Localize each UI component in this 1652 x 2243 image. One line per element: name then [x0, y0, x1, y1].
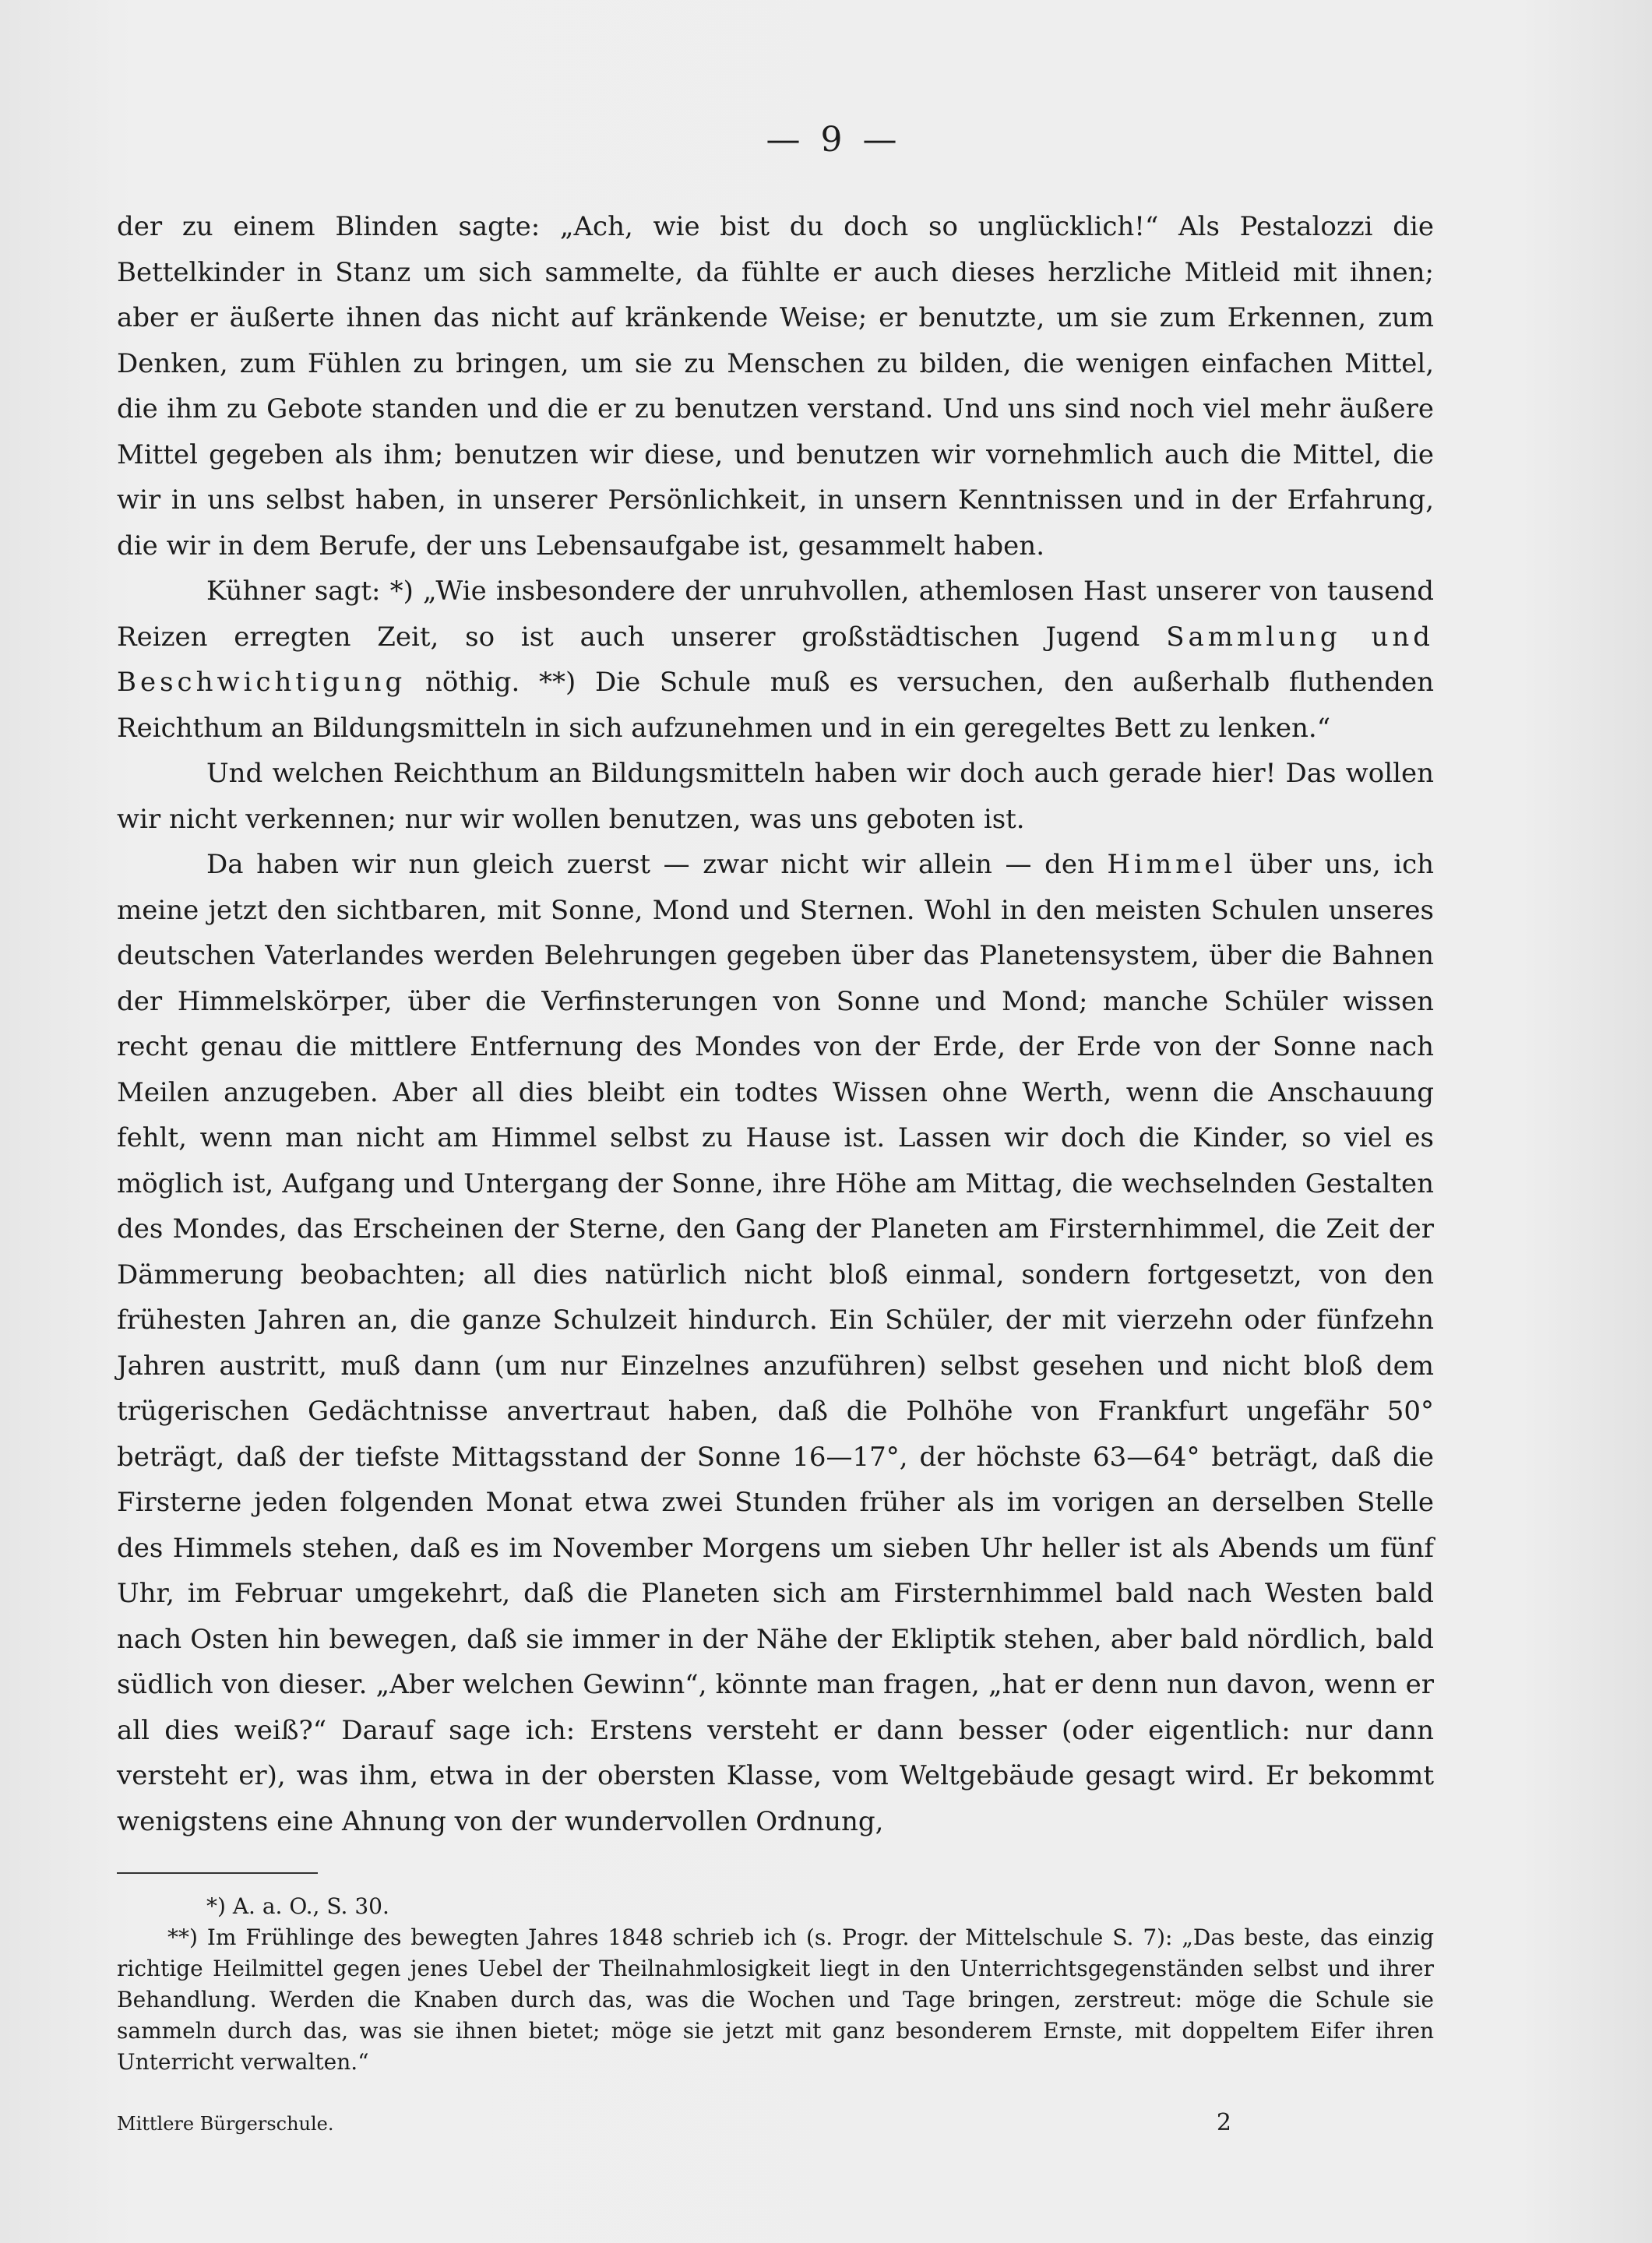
page-header: — 9 — [766, 120, 902, 160]
kuehner-text-before: Kühner sagt: *) „Wie insbesondere der unruhvollen, athemlosen Hast unserer von tausend Reizen erregten Zeit, so ist auch unserer großstädtischen Jugend [117, 576, 1434, 653]
footnote-1: *) A. a. O., S. 30. [206, 1893, 389, 1919]
sheet-number: 2 [1216, 2109, 1231, 2136]
paragraph-pestalozzi: der zu einem Blinden sagte: „Ach, wie bist du doch so unglücklich!“ Als Pestalozzi die Bettelkinder in Stanz um sich sammelte, da fühlte er auch dieses herzliche Mitleid mit ihnen; aber er äußerte ihnen das nicht auf kränkende Weise; er benutzte, um sie zum Erkennen, zum Denken, zum Fühlen zu bringen, um sie zu Menschen zu bilden, die wenigen einfachen Mittel, die ihm zu Gebote standen und die er zu benutzen verstand. Und uns sind noch viel mehr äußere Mittel gegeben als ihm; benutzen wir diese, und benutzen wir vornehmlich auch die Mittel, die wir in uns selbst haben, in unserer Persönlichkeit, in unsern Kenntnissen und in der Erfahrung, die wir in dem Berufe, der uns Lebensaufgabe ist, gesammelt haben. [117, 211, 1434, 562]
footnote-2: **) Im Frühlinge des bewegten Jahres 1848 schrieb ich (s. Progr. der Mittelschule S. 7): „Das beste, das einzig richtige Heilmittel gegen jenes Uebel der Theilnahmlosigkeit liegt in den Unterrichtsgegenständen selbst und ihrer Behandlung. Werden die Knaben durch das, was die Wochen und Tage bringen, zerstreut: möge die Schule sie sammeln durch das, was sie ihnen bietet; möge sie jetzt mit ganz besonderem Ernste, mit doppeltem Eifer ihren Unterricht verwalten.“ [117, 1924, 1434, 2075]
himmel-emphasis: Himmel [1107, 849, 1237, 880]
paragraph-reichthum: Und welchen Reichthum an Bildungsmitteln haben wir doch auch gerade hier! Das wollen wir nicht verkennen; nur wir wollen benutzen, was uns geboten ist. [117, 758, 1434, 835]
kuehner-text-after: nöthig. **) Die Schule muß es versuchen, den außerhalb fluthenden Reichthum an Bildungsmitteln in sich aufzunehmen und in ein geregeltes Bett zu lenken.“ [117, 667, 1434, 744]
paragraph-kuehner [117, 569, 1434, 751]
footnote-divider [117, 1872, 318, 1874]
paragraph-himmel [117, 842, 1434, 1844]
body-text [117, 204, 1434, 1844]
himmel-text-before: Da haben wir nun gleich zuerst — zwar nicht wir allein — den [206, 849, 1108, 880]
himmel-text-after: über uns, ich meine jetzt den sichtbaren, mit Sonne, Mond und Sternen. Wohl in den meisten Schulen unseres deutschen Vaterlandes werden Belehrungen gegeben über das Planetensystem, über die Bahnen der Himmelskörper, über die Verfinsterungen von Sonne und Mond; manche Schüler wissen recht genau die mittlere Entfernung des Mondes von der Erde, der Erde von der Sonne nach Meilen anzugeben. Aber all dies bleibt ein todtes Wissen ohne Werth, wenn die Anschauung fehlt, wenn man nicht am Himmel selbst zu Hause ist. Lassen wir doch die Kinder, so viel es möglich ist, Aufgang und Untergang der Sonne, ihre Höhe am Mittag, die wechselnden Gestalten des Mondes, das Erscheinen der Sterne, den Gang der Planeten am Firsternhimmel, die Zeit der Dämmerung beobachten; all dies natürlich nicht bloß einmal, sondern fortgesetzt, von den frühesten Jahren an, die ganze Schulzeit hindurch. Ein Schüler, der mit vierzehn oder fünfzehn Jahren austritt, muß dann (um nur Einzelnes anzuführen) selbst gesehen und nicht bloß dem trügerischen Gedächtnisse anvertraut haben, daß die Polhöhe von Frankfurt ungefähr 50° beträgt, daß der tiefste Mittagsstand der Sonne 16—17°, der höchste 63—64° beträgt, daß die Firsterne jeden folgenden Monat etwa zwei Stunden früher als im vorigen an derselben Stelle des Himmels stehen, daß es im November Morgens um sieben Uhr heller ist als Abends um fünf Uhr, im Februar umgekehrt, daß die Planeten sich am Firsternhimmel bald nach Westen bald nach Osten hin bewegen, daß sie immer in der Nähe der Ekliptik stehen, aber bald nördlich, bald südlich von dieser. „Aber welchen Gewinn“, könnte man fragen, „hat er denn nun davon, wenn er all dies weiß?“ Darauf sage ich: Erstens versteht er dann besser (oder eigentlich: nur dann versteht er), was ihm, etwa in der obersten Klasse, vom Weltgebäude gesagt wird. Er bekommt wenigstens eine Ahnung von der wundervollen Ordnung, [117, 849, 1435, 1837]
footnotes [117, 1891, 1434, 2078]
footer-signature: Mittlere Bürgerschule. [117, 2113, 334, 2135]
kuehner-emphasis: Sammlung und Beschwichtigung [117, 621, 1435, 698]
page-footer [117, 2109, 1434, 2136]
